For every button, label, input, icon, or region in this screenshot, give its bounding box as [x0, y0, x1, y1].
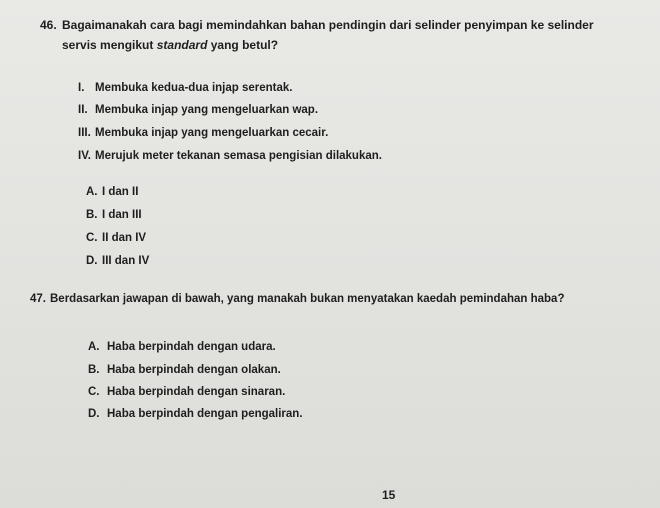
question-47-text: Berdasarkan jawapan di bawah, yang manakah bukan menyatakan kaedah pemindahan haba? [50, 293, 565, 305]
statement-roman: IV. [78, 150, 92, 162]
option-label: C. [88, 386, 100, 398]
option-label: C. [86, 232, 98, 244]
option-text: I dan II [102, 186, 139, 198]
statement-1 [78, 82, 292, 94]
question-47-stem [30, 292, 564, 307]
option-label: B. [86, 209, 98, 221]
page-number: 15 [382, 488, 396, 502]
statement-3 [78, 127, 328, 139]
q47-option-a[interactable] [88, 341, 276, 353]
statement-text: Membuka injap yang mengeluarkan cecair. [95, 127, 329, 139]
q46-option-a[interactable] [86, 186, 138, 198]
statement-4 [78, 150, 382, 162]
statement-text: Membuka injap yang mengeluarkan wap. [95, 104, 319, 116]
statement-text: Merujuk meter tekanan semasa pengisian dilakukan. [95, 150, 382, 162]
statement-roman: III. [78, 127, 91, 139]
question-46-stem [40, 18, 594, 33]
q47-option-c[interactable] [88, 386, 285, 398]
option-label: B. [88, 364, 100, 376]
option-text: Haba berpindah dengan sinaran. [107, 386, 286, 398]
q46-option-c[interactable] [86, 232, 146, 244]
q47-option-d[interactable] [88, 408, 303, 420]
option-label: D. [86, 255, 98, 267]
question-47-number: 47. [30, 293, 46, 305]
option-text: I dan III [102, 209, 142, 221]
q47-option-b[interactable] [88, 364, 281, 376]
statement-roman: I. [78, 82, 85, 94]
option-label: A. [88, 341, 100, 353]
question-46-stem-line2 [62, 38, 278, 53]
option-label: A. [86, 186, 98, 198]
option-label: D. [88, 408, 100, 420]
q46-option-d[interactable] [86, 255, 149, 267]
option-text: Haba berpindah dengan olakan. [107, 364, 281, 376]
question-46-standard-word: standard [156, 38, 208, 52]
option-text: III dan IV [102, 255, 150, 267]
question-46-line2-end: yang betul? [207, 38, 279, 52]
option-text: Haba berpindah dengan udara. [107, 341, 276, 353]
question-46-number: 46. [40, 18, 57, 32]
question-46-line2-text: servis mengikut [62, 38, 157, 52]
statement-text: Membuka kedua-dua injap serentak. [95, 82, 293, 94]
q46-option-b[interactable] [86, 209, 142, 221]
option-text: II dan IV [102, 232, 147, 244]
question-46-line1: Bagaimanakah cara bagi memindahkan bahan pendingin dari selinder penyimpan ke selinder [62, 18, 594, 32]
statement-roman: II. [78, 104, 88, 116]
statement-2 [78, 104, 318, 116]
option-text: Haba berpindah dengan pengaliran. [107, 408, 303, 420]
